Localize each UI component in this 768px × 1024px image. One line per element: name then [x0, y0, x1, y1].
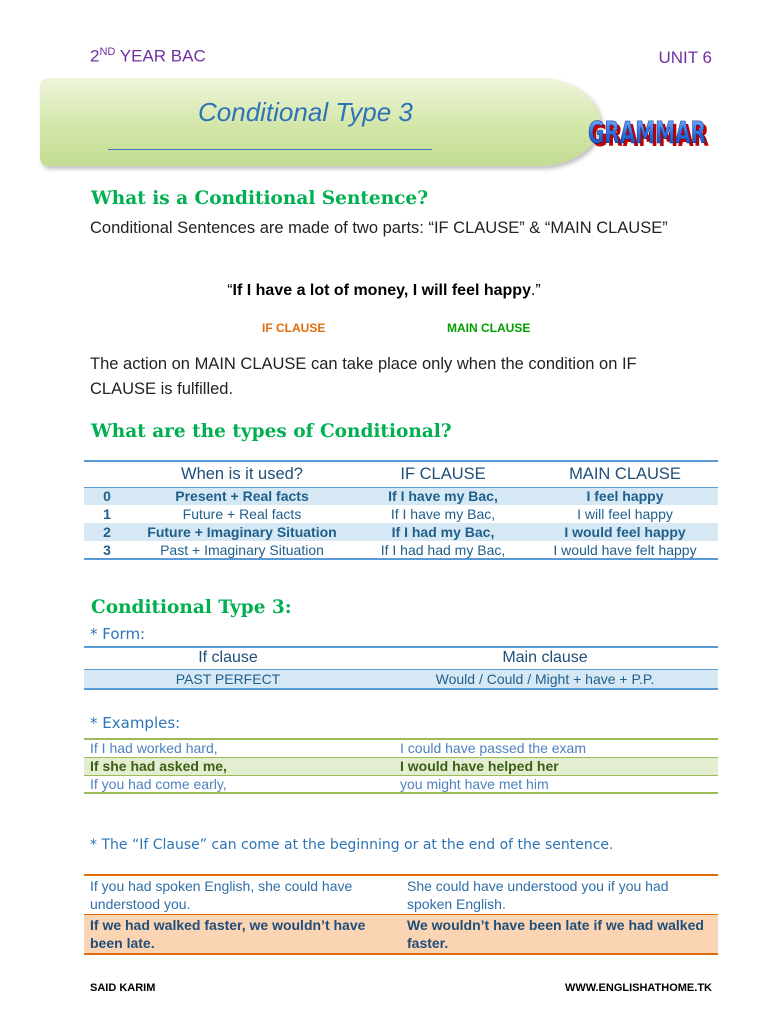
page-title: Conditional Type 3 [198, 97, 413, 127]
header-cell: Main clause [502, 649, 588, 667]
table-cell: 1 [103, 506, 111, 522]
table-cell: I will feel happy [577, 506, 673, 522]
table-cell: Past + Imaginary Situation [160, 541, 324, 558]
table-cell: If I have my Bac, [390, 506, 496, 522]
table-cell: 2 [103, 524, 111, 540]
clause-position-note: * The “If Clause” can come at the beginning or at the end of the sentence. [90, 837, 614, 853]
table-row [84, 739, 718, 757]
table-cell: If you had spoken English, she could have understood you. [90, 878, 353, 912]
intro-paragraph: Conditional Sentences are made of two parts: “IF CLAUSE” & “MAIN CLAUSE” [90, 219, 668, 237]
quote-open: “ [227, 282, 233, 299]
svg-text:GRAMMAR: GRAMMAR [588, 116, 706, 151]
table-row [84, 775, 718, 793]
table-row [84, 757, 718, 775]
table-row [84, 487, 718, 505]
table-cell: I would have helped her [400, 758, 559, 774]
table-row [84, 505, 718, 523]
header-cell: If clause [198, 649, 258, 667]
examples-table [84, 738, 718, 794]
position-table [84, 874, 718, 955]
footer-website: WWW.ENGLISHATHOME.TK [564, 982, 712, 994]
table-cell: If I had worked hard, [90, 740, 218, 757]
svg-text:GRAMMAR: GRAMMAR [591, 119, 709, 154]
table-cell: Future + Real facts [182, 506, 302, 522]
table-cell: If you had come early, [90, 775, 227, 792]
example-sentence [0, 282, 768, 300]
table-cell: If I have my Bac, [388, 488, 498, 505]
table-row [84, 523, 718, 541]
types-header-row [84, 461, 718, 487]
table-cell: We wouldn’t have been late if we had walked faster. [407, 917, 704, 951]
table-row [84, 915, 718, 955]
quote-close: .” [530, 282, 541, 299]
header-cell [84, 461, 130, 487]
table-row [84, 669, 718, 689]
examples-label: * Examples: [90, 714, 181, 732]
table-cell: If I had had my Bac, [380, 541, 506, 558]
header-unit: UNIT 6 [658, 48, 712, 67]
explanation-paragraph: The action on MAIN CLAUSE can take place only when the condition on IF CLAUSE is fulfilled. [90, 355, 637, 398]
form-header-row [84, 647, 718, 669]
section-heading-conditional-sentence: What is a Conditional Sentence? [91, 188, 429, 209]
table-cell: If we had walked faster, we wouldn’t have been late. [90, 917, 366, 951]
table-cell: If she had asked me, [90, 758, 227, 774]
section-heading-type3: Conditional Type 3: [91, 597, 292, 618]
table-cell: Present + Real facts [175, 488, 309, 505]
grammar-logo [585, 108, 713, 156]
table-cell: Future + Imaginary Situation [147, 524, 337, 540]
form-label: * Form: [90, 625, 146, 643]
form-table [84, 646, 718, 690]
table-cell: I would have felt happy [553, 541, 697, 558]
table-cell: 3 [103, 541, 111, 558]
table-cell: Would / Could / Might + have + P.P. [435, 670, 655, 687]
header-cell: MAIN CLAUSE [569, 464, 681, 483]
footer-author: SAID KARIM [90, 982, 156, 994]
main-clause-label: MAIN CLAUSE [447, 321, 531, 335]
section-heading-types: What are the types of Conditional? [91, 421, 452, 442]
if-clause-label: IF CLAUSE [262, 321, 326, 335]
table-cell: I would feel happy [564, 524, 686, 540]
table-cell: She could have understood you if you had spoken English. [407, 878, 669, 912]
title-underline [108, 149, 432, 150]
table-row [84, 875, 718, 915]
table-cell: I feel happy [586, 488, 664, 505]
header-cell: When is it used? [181, 464, 303, 483]
table-row [84, 541, 718, 559]
header-cell: IF CLAUSE [400, 464, 486, 483]
types-table [84, 460, 718, 560]
table-cell: 0 [103, 488, 111, 505]
table-cell: PAST PERFECT [175, 670, 281, 687]
example-bold: If I have a lot of money, I will feel happy [232, 282, 531, 299]
year-number: 2 [90, 46, 100, 66]
table-cell: If I had my Bac, [391, 524, 495, 540]
year-text: YEAR BAC [115, 46, 206, 66]
year-superscript: ND [99, 46, 116, 58]
table-cell: I could have passed the exam [400, 740, 587, 757]
header-year [90, 46, 206, 67]
table-cell: you might have met him [400, 775, 549, 792]
